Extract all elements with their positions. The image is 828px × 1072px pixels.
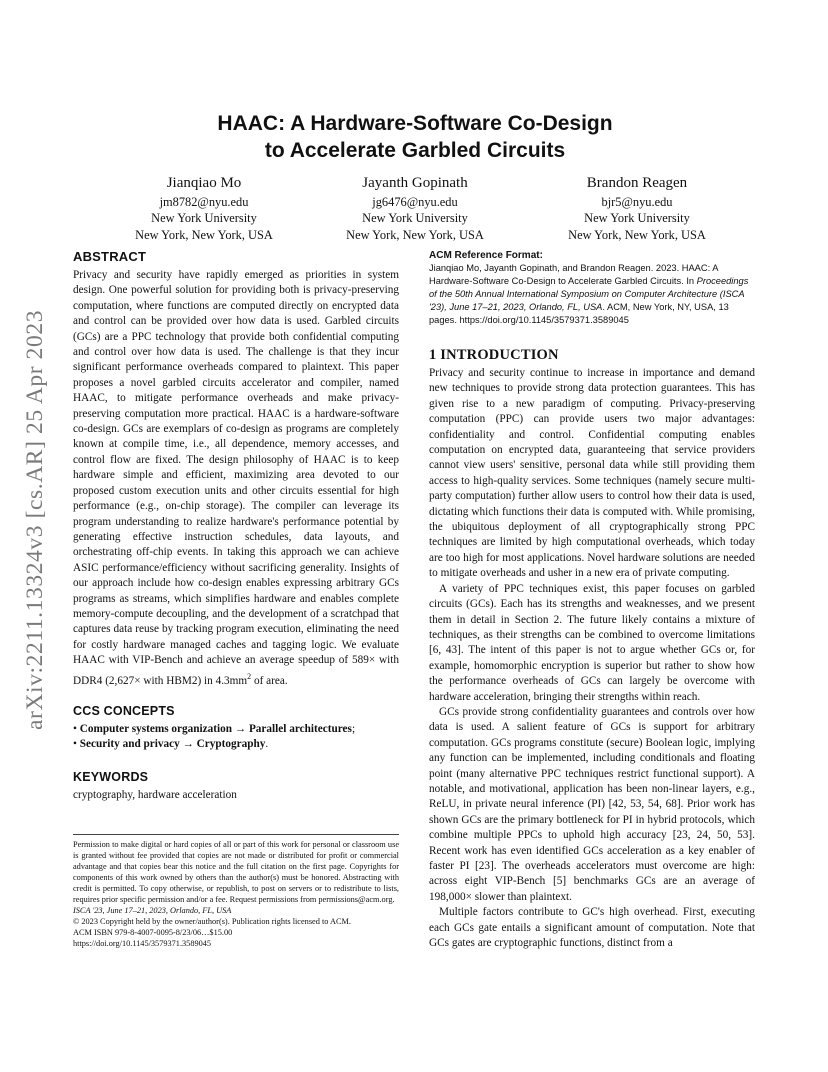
- author-affiliation: New York University: [151, 211, 257, 226]
- abstract-superscript: 2: [247, 671, 252, 681]
- author-location: New York, New York, USA: [135, 227, 273, 242]
- author-affiliation: New York University: [584, 211, 690, 226]
- ccs-line-1: • Computer systems organization → Parallel architectures;: [73, 722, 356, 735]
- keywords-heading: KEYWORDS: [73, 769, 149, 784]
- conference-venue: ISCA '23, June 17–21, 2023, Orlando, FL, USA: [73, 906, 232, 915]
- abstract-end: of area.: [251, 674, 288, 687]
- copyright-footnote: [73, 834, 399, 949]
- ccs-arrow: →: [179, 738, 197, 751]
- ccs-line-2: • Security and privacy → Cryptography.: [73, 738, 269, 751]
- ccs-heading: CCS CONCEPTS: [73, 703, 175, 718]
- ccs-punct: ;: [351, 722, 356, 735]
- author-location: New York, New York, USA: [346, 227, 484, 242]
- ccs-term: Security and privacy: [79, 738, 180, 751]
- ccs-term: Computer systems organization: [79, 722, 233, 735]
- author-block-3: [537, 174, 737, 243]
- reference-plain: Jianqiao Mo, Jayanth Gopinath, and Brandon Reagen. 2023. HAAC: A Hardware-Software Co-Design to Accelerate Garbled Circuits. In: [429, 263, 718, 286]
- permission-notice: Permission to make digital or hard copies of all or part of this work for personal or classroom use is granted without fee provided that copies are not made or distributed for profit or commercial advantage and that copies bear this notice and the full citation on the first page. Copyrights for components of this work owned by others than the author(s) must be honored. Abstracting with credit is permitted. To copy otherwise, or republish, to post on servers or to redistribute to lists, requires prior specific permission and/or a fee. Request permissions from permissions@acm.org.: [73, 840, 399, 904]
- author-block-2: [315, 174, 515, 243]
- intro-paragraph-3: GCs provide strong confidentiality guarantees and controls over how data is used. A salient feature of GCs is support for arbitrary computation. GCs programs constitute (secure) Boolean logic, implying any function can be implemented, including conditionals and floating point (many alternative PPC techniques restrict functional support). A notable, and motivational, application has been non-linear layers, e.g., ReLU, in private neural inference (PI) [42, 53, 54, 68]. Prior work has shown GCs are the primary bottleneck for PI in hybrid protocols, which combine multiple PPCs to uphold high accuracy [23, 24, 50, 53]. Recent work has even identified GCs acceleration as a key enabler of faster PI [23]. The overheads accelerators must overcome are high: across eight VIP-Bench [5] benchmarks GCs are an average of 198,000× slower than plaintext.: [429, 705, 755, 903]
- abstract-text: [73, 268, 399, 689]
- ccs-arrow: →: [232, 722, 249, 735]
- author-location: New York, New York, USA: [568, 227, 706, 242]
- copyright-line: © 2023 Copyright held by the owner/author(s). Publication rights licensed to ACM.: [73, 917, 351, 926]
- author-email: bjr5@nyu.edu: [601, 195, 673, 209]
- intro-paragraph-4: Multiple factors contribute to GC's high overhead. First, executing each GCs gate entails a significant amount of computation. Note that GCs gates are cryptographic functions, distinct from a: [429, 906, 755, 950]
- author-affiliation: New York University: [362, 211, 468, 226]
- arxiv-identifier: arXiv:2211.13324v3 [cs.AR] 25 Apr 2023: [22, 309, 48, 731]
- keywords-text: cryptography, hardware acceleration: [73, 788, 237, 801]
- intro-paragraph-2: A variety of PPC techniques exist, this paper focuses on garbled circuits (GCs). Each has its strengths and weaknesses, and we present them in detail in Section 2. The future likely contains a mixture of techniques, as their strengths can be combined to overcome limitations [6, 43]. The intent of this paper is not to argue whether GCs or, for example, homomorphic encryption is superior but rather to show how the performance overheads of GCs can largely be overcome with hardware acceleration, bringing their strengths within reach.: [429, 582, 755, 703]
- reference-format-text: [429, 262, 755, 327]
- isbn-line: ACM ISBN 979-8-4007-0095-8/23/06…$15.00: [73, 928, 233, 937]
- author-block-1: [104, 174, 304, 243]
- author-email: jm8782@nyu.edu: [159, 195, 249, 209]
- doi-link[interactable]: https://doi.org/10.1145/3579371.3589045: [73, 939, 212, 948]
- ccs-term: Cryptography: [196, 738, 266, 751]
- ccs-concepts: [73, 722, 399, 753]
- reference-format-heading: ACM Reference Format:: [429, 250, 543, 261]
- author-name: Brandon Reagen: [586, 175, 688, 191]
- author-email: jg6476@nyu.edu: [372, 195, 458, 209]
- title-line-2: to Accelerate Garbled Circuits: [264, 139, 566, 162]
- paper-title: [120, 110, 710, 164]
- ccs-punct: .: [265, 738, 269, 751]
- author-name: Jianqiao Mo: [166, 175, 242, 191]
- reference-rest: . ACM, New York, NY, USA, 13 pages. https://doi.org/10.1145/3579371.3589045: [429, 302, 729, 325]
- abstract-body: Privacy and security have rapidly emerged as priorities in system design. One powerful solution for providing both is privacy-preserving computation, where functions are computed directly on encrypted data and control can be provided over how data is used. Garbled circuits (GCs) are a PPC technology that provide both confidential computing and control over how data is used. The challenge is that they incur significant performance overheads compared to plaintext. This paper proposes a novel garbled circuits accelerator and compiler, named HAAC, to mitigate performance overheads and make privacy-preserving computation more practical. HAAC is a hardware-software co-design. GCs are exemplars of co-design as programs are completely known at compile time, i.e., all dependence, memory accesses, and control flow are fixed. The design philosophy of HAAC is to keep hardware simple and efficient, maximizing area devoted to our proposed custom execution units and other circuits essential for high performance (e.g., on-chip storage). The compiler can leverage its program understanding to realize hardware's performance potential by generating effective instruction schedules, data layouts, and orchestrating off-chip events. In taking this approach we can achieve ASIC performance/efficiency without sacrificing generality. Insights of our approach include how co-design enables expressing arbitrary GCs programs as streams, which simplifies hardware and enables complete memory-compute decoupling, and the development of a scratchpad that captures data reuse by tracking program execution, eliminating the need for costly hardware managed caches and tagging logic. We evaluate HAAC with VIP-Bench and achieve an average speedup of 589× with DDR4 (2,627× with HBM2) in 4.3mm: [73, 269, 399, 687]
- reference-proceedings: Proceedings of the 50th Annual International Symposium on Computer Architecture (ISCA '23), June 17–21, 2023, Orlando, FL, USA: [429, 276, 749, 312]
- title-line-1: HAAC: A Hardware-Software Co-Design: [217, 112, 613, 135]
- left-column: [73, 249, 399, 803]
- introduction-heading: 1 INTRODUCTION: [429, 347, 559, 363]
- abstract-heading: ABSTRACT: [73, 249, 147, 264]
- right-column: [429, 249, 755, 951]
- intro-paragraph-1: Privacy and security continue to increase in importance and demand new techniques to provide strong data protection guarantees. This has given rise to a new paradigm of computing. Privacy-preserving computation (PPC) can provide users two major advantages: confidentiality and control. Confidential computing enables computation on encrypted data, guaranteeing that service providers cannot view users' sensitive, personal data while still providing them access to high-quality services. Some techniques (namely secure multi-party computation) further allow users to control how their data is used, dictating which functions their data is computed with. While promising, the ubiquitous deployment of all cryptographically strong PPC techniques are limited by high computational overheads, which today are too high for most applications. Novel hardware solutions are needed to mitigate overheads and usher in a new era of private computing.: [429, 367, 755, 580]
- author-name: Jayanth Gopinath: [362, 175, 468, 191]
- ccs-term: Parallel architectures: [248, 722, 352, 735]
